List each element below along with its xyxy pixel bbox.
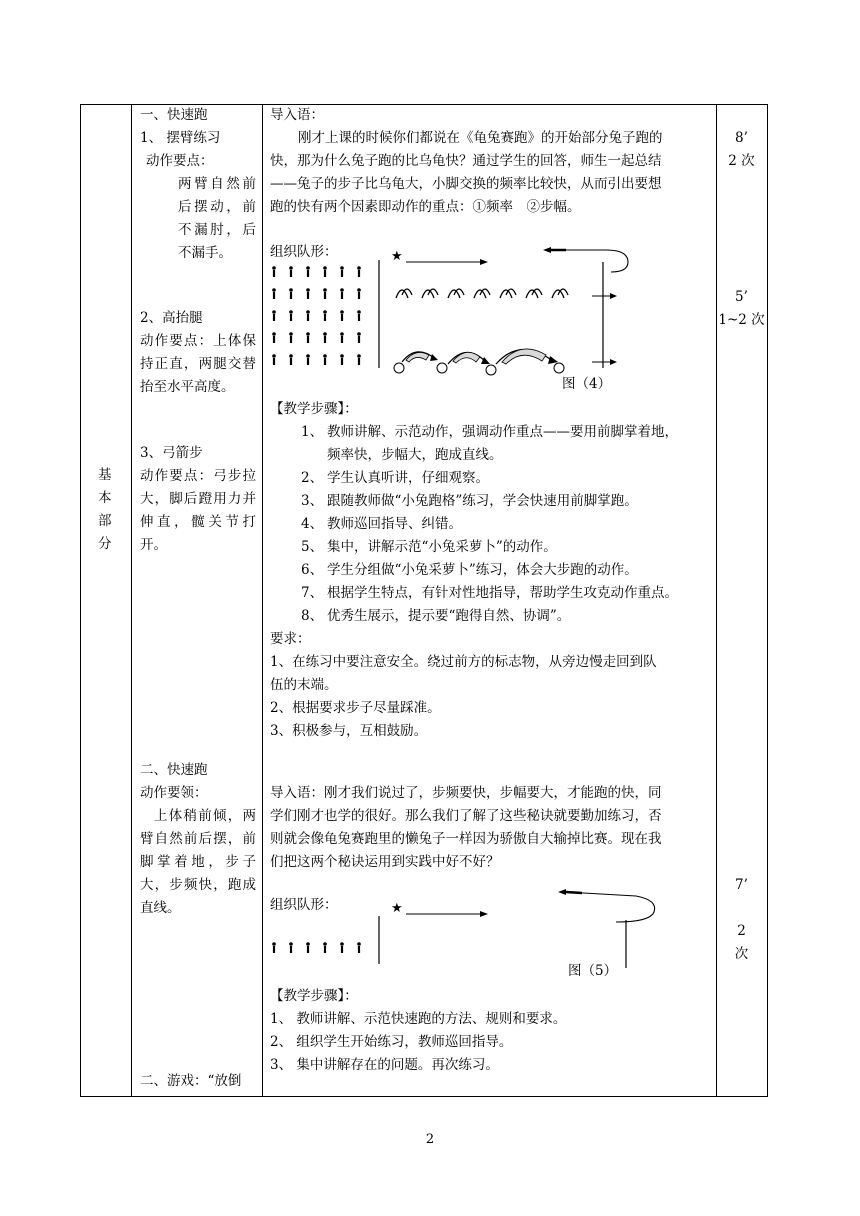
student-figure	[289, 310, 293, 321]
item-desc-line: 伸直，髋关节打	[140, 514, 256, 530]
count-value: 次	[734, 946, 749, 962]
step-text: 根据学生特点，有针对性地指导，帮助学生攻克动作重点。	[327, 585, 678, 601]
formation-diagram-fig4	[266, 240, 706, 380]
item-desc-line: 脚掌着地，步子	[140, 854, 256, 870]
student-figure	[306, 354, 310, 365]
student-figure	[323, 310, 327, 321]
student-figure	[306, 942, 310, 953]
step-number: 2、	[301, 470, 324, 486]
student-figure	[289, 354, 293, 365]
section-label-char: 本	[98, 490, 112, 506]
requirement-line: 2、根据要求步子尽量踩准。	[270, 700, 441, 716]
step-number: 1、	[301, 424, 324, 440]
step-text: 优秀生展示，提示要“跑得自然、协调”。	[327, 608, 571, 624]
item-desc-line: 持正直，两腿交替	[140, 356, 256, 372]
hook-marks	[396, 289, 568, 298]
item-desc-line: 不漏肘，后	[178, 222, 256, 238]
step-line: 2、 组织学生开始练习，教师巡回指导。	[270, 1034, 513, 1050]
student-figure	[272, 354, 276, 365]
item-key-label: 动作要点：	[146, 153, 214, 169]
student-figure	[306, 332, 310, 343]
student-figure	[357, 942, 361, 953]
step-number: 4、	[301, 516, 324, 532]
student-figure	[340, 266, 344, 277]
requirements-heading: 要求：	[270, 631, 311, 647]
count-value: 2	[737, 923, 746, 939]
intro2-line: 则就会像龟兔赛跑里的懒兔子一样因为骄傲自大输掉比赛。现在我	[270, 831, 662, 847]
section-label-char: 基	[98, 467, 112, 483]
item-desc-line: 两臂自然前	[178, 176, 256, 192]
star-icon: ★	[391, 249, 403, 264]
step-line: 1、 教师讲解、示范快速跑的方法、规则和要求。	[270, 1011, 567, 1027]
student-figure	[272, 310, 276, 321]
student-figure	[306, 310, 310, 321]
student-figure	[340, 310, 344, 321]
formation-diagram-fig5	[266, 880, 706, 970]
figure-caption: 图（4）	[562, 376, 612, 392]
student-figure	[357, 332, 361, 343]
student-figure	[340, 942, 344, 953]
item-desc-line: 臂自然前后摆，前	[140, 831, 256, 847]
count-value: 2 次	[728, 153, 755, 169]
student-figure	[323, 942, 327, 953]
intro-line: 快，那为什么兔子跑的比乌龟快？通过学生的回答，师生一起总结	[270, 153, 662, 169]
step-text: 教师讲解、示范动作，强调动作重点——要用前脚掌着地，	[327, 424, 678, 440]
time-value: 8’	[735, 130, 748, 146]
student-figure	[340, 354, 344, 365]
page-number: 2	[425, 1132, 435, 1147]
student-figure	[289, 332, 293, 343]
item-desc-line: 不漏手。	[178, 245, 232, 261]
student-figure	[272, 288, 276, 299]
requirement-line: 伍的末端。	[270, 677, 338, 693]
student-figure	[323, 288, 327, 299]
intro2-line: 们把这两个秘诀运用到实践中好不好？	[270, 854, 500, 870]
intro-label: 导入语：	[270, 107, 324, 123]
count-value: 1~2 次	[718, 312, 765, 328]
item-title: 二、快速跑	[140, 762, 208, 778]
intro-line: 跑的快有两个因素即动作的重点：①频率 ②步幅。	[270, 199, 581, 215]
marker-circles	[394, 363, 564, 375]
item-desc-line: 大，步频快，跑成	[140, 877, 256, 893]
student-figure	[289, 288, 293, 299]
section-label-char: 分	[98, 536, 112, 552]
item-desc-line: 上体稍前倾，两	[154, 808, 256, 824]
item-title: 2、高抬腿	[140, 310, 203, 326]
step-number: 3、	[301, 493, 324, 509]
step-text: 学生分组做“小兔采萝卜”练习，体会大步跑的动作。	[327, 562, 638, 578]
requirement-line: 1、在练习中要注意安全。绕过前方的标志物，从旁边慢走回到队	[270, 654, 657, 670]
item-desc-line: 后摆动，前	[178, 199, 256, 215]
formation-label: 组织队形：	[270, 897, 338, 913]
student-figure	[357, 266, 361, 277]
item-desc-line: 动作要点：上体保	[140, 333, 256, 349]
table-border-bottom	[80, 1096, 768, 1097]
student-figure	[357, 288, 361, 299]
student-figure	[272, 942, 276, 953]
steps-heading: 【教学步骤】：	[270, 401, 358, 417]
student-figure	[357, 354, 361, 365]
intro2-line: 导入语：刚才我们说过了，步频要快，步幅要大，才能跑的快，同	[270, 785, 662, 801]
student-figure	[306, 288, 310, 299]
step-number: 7、	[301, 585, 324, 601]
student-figure	[289, 942, 293, 953]
step-text: 学生认真听讲，仔细观察。	[327, 470, 489, 486]
step-number: 5、	[301, 539, 324, 555]
student-figure	[340, 288, 344, 299]
table-border-right	[767, 104, 768, 1097]
time-value: 5’	[735, 289, 748, 305]
item-title: 3、弓箭步	[140, 445, 203, 461]
table-border-left	[80, 104, 81, 1097]
intro-line: 刚才上课的时候你们都说在《龟兔赛跑》的开始部分兔子跑的	[298, 130, 663, 146]
item-subtitle: 1、 摆臂练习	[140, 130, 221, 146]
step-text: 跟随教师做“小兔跑格”练习，学会快速用前脚掌跑。	[327, 493, 638, 509]
step-line: 3、 集中讲解存在的问题。再次练习。	[270, 1057, 499, 1073]
intro2-line: 学们刚才也学的很好。那么我们了解了这些秘诀就要勤加练习，否	[270, 808, 662, 824]
item-key-label: 动作要领：	[140, 785, 208, 801]
item-title: 二、游戏：“放倒	[140, 1073, 242, 1089]
item-title: 一、快速跑	[140, 107, 208, 123]
item-desc-line: 抬至水平高度。	[140, 379, 235, 395]
student-figure	[340, 332, 344, 343]
student-figure	[272, 266, 276, 277]
student-figure	[323, 266, 327, 277]
figure-caption: 图（5）	[568, 963, 618, 979]
student-figure	[323, 332, 327, 343]
steps-heading: 【教学步骤】：	[270, 988, 358, 1004]
step-text: 集中，讲解示范“小兔采萝卜”的动作。	[327, 539, 557, 555]
item-desc-line: 开。	[140, 537, 167, 553]
formation-label: 组织队形：	[270, 244, 338, 260]
step-number: 6、	[301, 562, 324, 578]
item-desc-line: 动作要点：弓步拉	[140, 468, 256, 484]
step-text: 教师巡回指导、纠错。	[327, 516, 462, 532]
intro-line: ——兔子的步子比乌龟大，小脚交换的频率比较快，从而引出要想	[270, 176, 662, 192]
requirement-line: 3、积极参与，互相鼓励。	[270, 723, 428, 739]
step-number: 8、	[301, 608, 324, 624]
student-figure	[306, 266, 310, 277]
column-divider-1	[131, 104, 132, 1097]
student-figure	[272, 332, 276, 343]
student-figure	[323, 354, 327, 365]
column-divider-2	[262, 104, 263, 1097]
student-figure	[289, 266, 293, 277]
student-figure	[357, 310, 361, 321]
item-desc-line: 大，脚后蹬用力并	[140, 491, 256, 507]
section-label-char: 部	[98, 513, 112, 529]
step-text: 频率快，步幅大，跑成直线。	[327, 447, 503, 463]
item-desc-line: 直线。	[140, 900, 181, 916]
time-value: 7’	[735, 877, 748, 893]
star-icon: ★	[391, 901, 403, 916]
